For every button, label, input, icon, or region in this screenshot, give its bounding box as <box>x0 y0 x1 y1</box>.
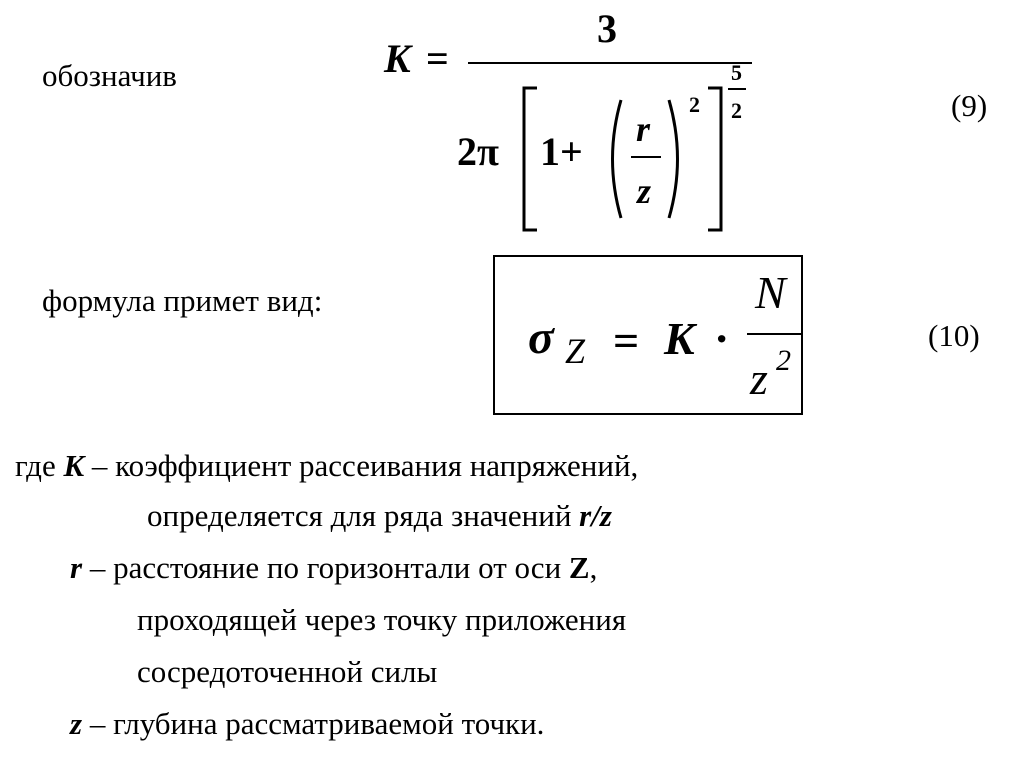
formula10-sigma: σ <box>528 311 554 364</box>
formula9-fraction-bar <box>468 62 752 64</box>
formula10-eq: = <box>613 315 640 366</box>
formula10-K: K <box>664 313 695 364</box>
formula9-outer-exp-bar <box>728 88 746 90</box>
definition-r-line2: проходящей через точку приложения <box>137 602 627 637</box>
formula9-one-plus: 1+ <box>540 129 583 174</box>
formula10-number: (10) <box>928 318 980 353</box>
definition-k-line <box>15 448 638 484</box>
definition-r-line <box>70 550 597 586</box>
definition-k-symbol: K <box>63 448 85 483</box>
formula9-lhs: K <box>384 36 411 81</box>
formula9-inner-exponent: 2 <box>689 92 700 117</box>
formula9-numerator: 3 <box>597 6 617 51</box>
formula10-dot: · <box>714 313 730 364</box>
formula9-eq: = <box>426 36 449 81</box>
definition-k-text: – коэффициент рассеивания напряжений, <box>84 448 639 483</box>
definition-z-symbol: z <box>70 706 83 741</box>
definition-z-line <box>70 706 544 742</box>
formula10-subscript: Z <box>565 331 586 371</box>
result-label: формула примет вид: <box>42 283 323 318</box>
left-bracket-icon <box>520 86 540 232</box>
definition-r-text: – расстояние по горизонтали от оси <box>82 550 569 585</box>
right-bracket-icon <box>705 86 725 232</box>
formula10-exponent: 2 <box>776 344 791 377</box>
definition-k-line2 <box>147 498 612 534</box>
formula9-outer-exp-num: 5 <box>731 60 742 85</box>
formula10-denominator: z <box>750 353 768 404</box>
formula9-r: r <box>636 109 651 149</box>
formula9-inner-fraction-bar <box>631 156 661 158</box>
definition-z-text: – глубина рассматриваемой точки. <box>82 706 545 741</box>
formula10-fraction-bar <box>747 333 803 335</box>
intro-label: обозначив <box>42 58 177 93</box>
definition-r-comma: , <box>589 550 598 585</box>
left-paren-icon <box>604 98 624 220</box>
formula9-outer-exp-den: 2 <box>731 98 742 123</box>
definition-r-axis: Z <box>568 550 590 585</box>
formula9-coef: 2π <box>457 129 499 174</box>
definition-k-text2: определяется для ряда значений <box>147 498 580 533</box>
formula10-numerator: N <box>755 267 786 318</box>
definition-k-ratio: r/z <box>579 498 612 533</box>
definition-r-line3: сосредоточенной силы <box>137 654 438 689</box>
definition-k-prefix: где <box>15 448 56 483</box>
right-paren-icon <box>666 98 686 220</box>
definition-r-symbol: r <box>70 550 83 585</box>
formula9-z: z <box>637 171 652 211</box>
formula9-number: (9) <box>951 88 988 123</box>
